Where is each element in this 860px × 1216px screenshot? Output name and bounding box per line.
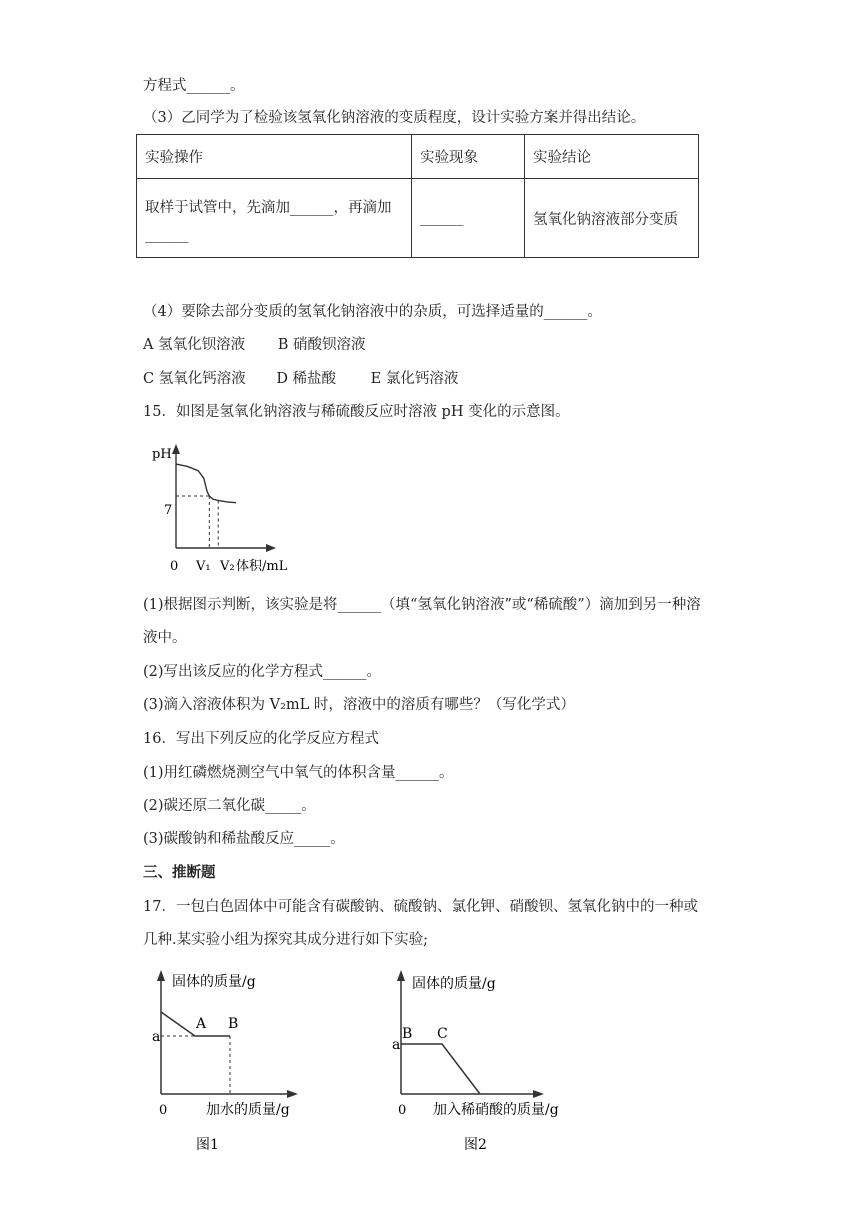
x-axis-arrow (287, 1090, 298, 1098)
question-16-1: (1)用红磷燃烧测空气中氧气的体积含量______。 (143, 765, 454, 781)
y-axis-arrow (157, 970, 165, 981)
option-a: A 氢氧化钡溶液 (143, 337, 246, 353)
question-17-cont: 几种.某实验小组为探究其成分进行如下实验; (143, 932, 428, 948)
question-15-2: (2)写出该反应的化学方程式______。 (143, 664, 382, 680)
experiment-table (136, 134, 699, 258)
tick-v2: V₂ (220, 559, 235, 574)
question-4: （4）要除去部分变质的氢氧化钠溶液中的杂质，可选择适量的______。 (143, 304, 602, 320)
text-line: （3）乙同学为了检验该氢氧化钠溶液的变质程度，设计实验方案并得出结论。 (143, 110, 646, 126)
y-axis-label: 固体的质量/g (172, 974, 256, 990)
option-b: B 硝酸钡溶液 (277, 337, 366, 353)
origin-label: 0 (170, 559, 179, 574)
x-axis-label: 体积/mL (236, 559, 288, 574)
x-axis-label: 加水的质量/g (206, 1102, 290, 1118)
table-cell-phenomenon: ______ (412, 179, 525, 258)
x-axis-arrow (266, 544, 276, 552)
table-cell-conclusion: 氢氧化钠溶液部分变质 (525, 179, 699, 258)
option-row (143, 369, 458, 389)
tick-7: 7 (164, 503, 173, 518)
y-axis-arrow (172, 444, 180, 454)
point-a: A (196, 1016, 207, 1032)
question-15-1-cont: 液中。 (143, 630, 187, 646)
operation-line: 取样于试管中，先滴加______，再滴加 (145, 200, 392, 216)
point-b: B (402, 1026, 413, 1042)
point-b: B (228, 1016, 239, 1032)
option-row (143, 335, 365, 355)
ph-chart (140, 438, 310, 578)
y-axis-label: pH (152, 447, 172, 462)
mass-line (401, 1044, 480, 1094)
option-e: E 氯化钙溶液 (370, 371, 459, 387)
option-c: C 氢氧化钙溶液 (143, 371, 246, 387)
tick-a: a (392, 1037, 401, 1053)
table-header: 实验操作 (137, 135, 412, 179)
origin-label: 0 (398, 1103, 407, 1118)
figure-1-chart (148, 962, 318, 1157)
operation-line: ______ (145, 227, 189, 243)
table-cell-operation (137, 179, 412, 258)
table-header: 实验结论 (525, 135, 699, 179)
x-axis-label: 加入稀硝酸的质量/g (433, 1102, 559, 1118)
option-d: D 稀盐酸 (276, 371, 337, 387)
tick-v1: V₁ (196, 559, 211, 574)
question-15-3: (3)滴入溶液体积为 V₂mL 时，溶液中的溶质有哪些？（写化学式） (143, 697, 575, 713)
figure-caption: 图1 (196, 1137, 219, 1153)
question-16: 16．写出下列反应的化学反应方程式 (143, 731, 379, 747)
figure-caption: 图2 (464, 1137, 487, 1153)
section-title: 三、推断题 (143, 864, 216, 881)
x-axis-arrow (533, 1090, 544, 1098)
tick-a: a (152, 1029, 161, 1045)
question-17: 17．一包白色固体中可能含有碳酸钠、硫酸钠、氯化钾、硝酸钡、氢氧化钠中的一种或 (143, 899, 698, 915)
question-15-1: (1)根据图示判断，该实验是将______（填“氢氧化钠溶液”或“稀硫酸”）滴加到另一种溶 (143, 597, 701, 613)
ph-curve (176, 464, 236, 503)
y-axis-label: 固体的质量/g (412, 976, 496, 992)
question-15: 15．如图是氢氧化钠溶液与稀硫酸反应时溶液 pH 变化的示意图。 (143, 404, 570, 420)
point-c: C (437, 1026, 448, 1042)
y-axis-arrow (397, 970, 405, 981)
table-header: 实验现象 (412, 135, 525, 179)
origin-label: 0 (159, 1103, 168, 1118)
figure-2-chart (388, 962, 588, 1157)
question-16-3: (3)碳酸钠和稀盐酸反应_____。 (143, 831, 345, 847)
question-16-2: (2)碳还原二氧化碳_____。 (143, 798, 316, 814)
text-line: 方程式______。 (143, 78, 245, 94)
